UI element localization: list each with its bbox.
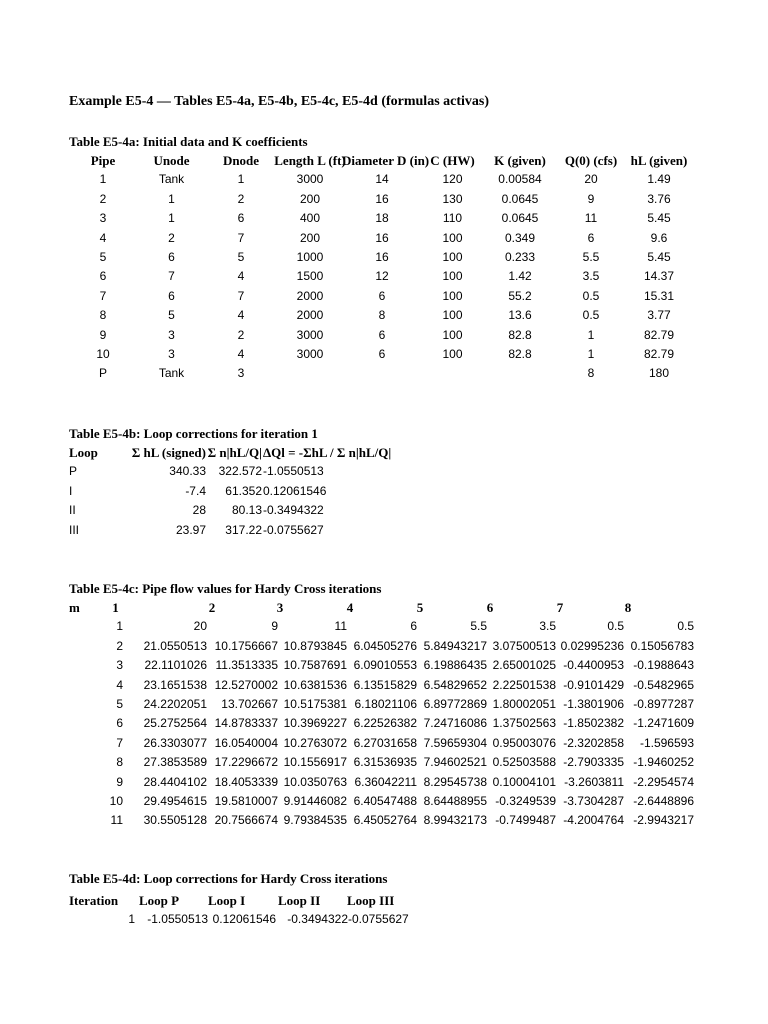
table-a-cell: 20 <box>584 172 598 187</box>
table-a-header-cell: C (HW) <box>430 153 475 168</box>
table-a-cell: 3 <box>168 327 175 342</box>
table-c-header-cell: 8 <box>624 600 632 615</box>
table-c-cell: 6.54829652 <box>423 677 487 692</box>
table-d-cell: 1 <box>128 912 135 927</box>
table-a-cell: 3000 <box>296 347 324 361</box>
table-c-cell: 17.2296672 <box>214 755 278 770</box>
table-a-header-cell: hL (given) <box>630 153 688 168</box>
table-c-cell: 10.2763072 <box>283 735 347 750</box>
table-d-header-cell: Loop P <box>139 893 180 908</box>
table-c-cell: 24.2202051 <box>143 697 207 711</box>
table-c-row <box>0 773 768 792</box>
table-d-cell: -1.0550513 <box>147 912 208 927</box>
table-c-cell: 10.5175381 <box>283 697 347 711</box>
table-a-cell: P <box>98 366 107 381</box>
table-a-header-cell: Q(0) (cfs) <box>564 153 618 168</box>
table-a-cell: 13.6 <box>508 308 532 323</box>
table-d-row <box>0 910 768 929</box>
table-d-cell: -0.3494322 <box>287 912 348 927</box>
table-c-cell: 0.52503588 <box>492 755 556 770</box>
table-a-cell <box>485 364 555 383</box>
table-c-cell: 7 <box>116 735 123 750</box>
table-c-row <box>0 714 768 733</box>
table-d-cell: -0.0755627 <box>348 912 409 927</box>
table-a-header-row <box>0 151 768 170</box>
table-b-cell: 23.97 <box>175 522 206 537</box>
table-a-cell: 2 <box>237 191 245 206</box>
table-a-cell: 8 <box>587 366 595 381</box>
table-a-cell <box>425 364 480 383</box>
table-b-cell: 61.352 <box>225 483 262 498</box>
table-b-row <box>0 482 768 501</box>
table-c-header-cell: 6 <box>486 600 494 615</box>
table-a-cell: 0.233 <box>504 250 536 264</box>
table-c-cell: -1.3801906 <box>563 697 624 711</box>
table-a-row <box>0 345 768 364</box>
table-a-cell: 3000 <box>296 172 324 187</box>
table-a-cell: 82.79 <box>643 347 675 361</box>
table-a-cell: 100 <box>442 269 463 284</box>
table-a-header-cell: Unode <box>153 153 190 168</box>
table-a-cell: 1 <box>587 347 595 361</box>
table-a-cell: 100 <box>442 250 463 264</box>
table-c-cell: 25.2752564 <box>143 716 207 731</box>
table-d-header-cell: Loop II <box>278 893 321 908</box>
table-c-cell: 20 <box>193 619 207 634</box>
table-a-cell: 100 <box>442 327 463 342</box>
table-c-cell: 6.45052764 <box>353 813 417 828</box>
table-c-cell: 7.24716086 <box>423 716 487 731</box>
table-a-cell: 55.2 <box>508 288 532 303</box>
table-a-cell: 1 <box>168 191 175 206</box>
table-b-cell: -1.0550513 <box>263 464 324 479</box>
table-a-row <box>0 364 768 383</box>
table-b-cell: P <box>69 464 78 479</box>
table-c-header-cell: 2 <box>208 600 216 615</box>
table-a-cell: 15.31 <box>643 288 675 303</box>
table-c-cell: 3 <box>116 658 123 673</box>
table-c-cell: 26.3303077 <box>143 735 207 750</box>
table-a-cell: 12 <box>375 269 389 284</box>
table-c-cell: 6.40547488 <box>353 794 417 808</box>
table-a-cell: 5.5 <box>582 250 600 264</box>
table-c-cell: -1.596593 <box>639 735 694 750</box>
table-d-header-row <box>0 891 768 910</box>
table-c-header-cell: 5 <box>416 600 424 615</box>
table-c-cell: 6.89772869 <box>423 697 487 711</box>
table-c-header-cell: 1 <box>112 600 119 615</box>
table-b-cell: -7.4 <box>185 483 206 498</box>
table-c-row <box>0 656 768 675</box>
table-c-cell: 10.8793845 <box>283 638 347 653</box>
table-a-cell: 6 <box>587 230 595 245</box>
table-c-cell: -1.9460252 <box>633 755 694 770</box>
table-b-header-cell: ΔQl = -ΣhL / Σ n|hL/Q| <box>263 445 392 460</box>
table-a-cell: 6 <box>378 347 386 361</box>
table-c-cell: 9 <box>116 774 123 789</box>
table-c-cell: 10.1756667 <box>214 638 278 653</box>
table-c-cell: 4 <box>116 677 123 692</box>
table-a-cell: 2 <box>99 191 107 206</box>
table-a-cell: 6 <box>237 211 245 226</box>
table-a-cell: 5 <box>237 250 245 264</box>
table-a-cell: 0.00584 <box>498 172 542 187</box>
table-a-cell: 400 <box>299 211 321 226</box>
table-c-cell: 9 <box>271 619 278 634</box>
table-a-row <box>0 267 768 286</box>
table-a-cell: 10 <box>96 347 110 361</box>
page-title: Example E5-4 — Tables E5-4a, E5-4b, E5-4c, E5-4d (formulas activas) <box>69 94 490 109</box>
table-c-cell: 6.27031658 <box>353 735 417 750</box>
table-a-cell: 3.76 <box>647 191 671 206</box>
table-c-cell: -2.3202858 <box>563 735 624 750</box>
table-b-cell: II <box>69 503 76 518</box>
table-a-cell: 2 <box>237 327 245 342</box>
table-c-cell: 2.65001025 <box>492 658 556 673</box>
table-a-cell: 6 <box>99 269 107 284</box>
table-a-cell <box>342 364 422 383</box>
table-a-cell: 7 <box>168 269 175 284</box>
table-c-cell: 10.0350763 <box>283 774 347 789</box>
table-a-cell: 4 <box>99 230 107 245</box>
table-a-cell: 3 <box>99 211 107 226</box>
table-d-header-cell: Loop I <box>208 893 246 908</box>
table-a-cell: 3 <box>237 366 245 381</box>
table-c-cell: 0.5 <box>677 619 694 634</box>
table-b-cell: 317.22 <box>225 522 262 537</box>
table-a-cell: 2000 <box>296 308 324 323</box>
table-a-cell: 7 <box>237 230 245 245</box>
table-c-cell: 6.36042211 <box>354 774 417 789</box>
table-c-cell: -0.7499487 <box>495 813 556 828</box>
table-a-cell: 1.49 <box>647 172 671 187</box>
table-c-cell: -0.3249539 <box>495 794 556 808</box>
table-a-cell: 16 <box>375 230 389 245</box>
table-a-cell: 1500 <box>296 269 324 284</box>
table-a-cell: 1 <box>99 172 107 187</box>
table-a-row <box>0 170 768 189</box>
table-a-cell: 130 <box>442 191 463 206</box>
table-a-cell: 4 <box>237 308 245 323</box>
table-c-cell: -0.8977287 <box>633 697 694 711</box>
table-a-cell: 5.45 <box>647 211 671 226</box>
table-c-cell: 23.1651538 <box>143 677 207 692</box>
table-a-cell: 3.77 <box>647 308 671 323</box>
table-a-cell: 11 <box>584 211 598 226</box>
table-a-cell: 1000 <box>296 250 324 264</box>
table-c-cell: 3.5 <box>539 619 556 634</box>
table-c-cell: 11 <box>110 813 123 828</box>
table-c-cell: 16.0540004 <box>214 735 278 750</box>
table-c-cell: 8.99432173 <box>423 813 487 828</box>
table-c-cell: -3.2603811 <box>564 774 624 789</box>
table-b-row <box>0 521 768 540</box>
table-c-cell: -2.2954574 <box>633 774 694 789</box>
table-a-cell: 14 <box>375 172 389 187</box>
table-c-cell: 0.95003076 <box>492 735 556 750</box>
table-c-row <box>0 617 768 636</box>
table-b-cell: I <box>69 483 73 498</box>
table-a-cell: 1 <box>168 211 175 226</box>
table-a-cell: 82.8 <box>508 327 532 342</box>
table-c-cell: 8.64488955 <box>423 794 487 808</box>
table-b-header-cell: Loop <box>69 445 98 460</box>
table-c-cell: 1.37502563 <box>492 716 556 731</box>
table-a-cell: 9 <box>99 327 107 342</box>
table-a-cell: 3000 <box>296 327 324 342</box>
table-a-header-cell: Dnode <box>222 153 260 168</box>
table-a-cell: 8 <box>378 308 386 323</box>
table-a-cell <box>270 364 350 383</box>
table-d-header-cell: Loop III <box>347 893 395 908</box>
table-a-cell: 180 <box>648 366 670 381</box>
table-a-cell: 16 <box>375 191 389 206</box>
table-a-cell: 0.5 <box>582 308 600 323</box>
table-c-cell: -0.1988643 <box>633 658 694 673</box>
table-c-cell: 1.80002051 <box>492 697 556 711</box>
table-b-cell: 340.33 <box>169 464 206 479</box>
table-c-cell: 11.3513335 <box>215 658 278 673</box>
table-c-cell: 22.1101026 <box>144 658 207 673</box>
table-a-cell: 7 <box>99 288 107 303</box>
table-c-row <box>0 676 768 695</box>
table-c-cell: 7.59659304 <box>423 735 487 750</box>
table-c-cell: 8.29545738 <box>423 774 487 789</box>
table-a-cell: 82.8 <box>508 347 532 361</box>
table-a-cell: 4 <box>237 347 245 361</box>
table-c-cell: 5.5 <box>470 619 487 634</box>
table-c-cell: 9.79384535 <box>283 813 347 828</box>
table-c-cell: 6.18021106 <box>354 697 417 711</box>
table-c-cell: 6.19886435 <box>423 658 487 673</box>
table-c-cell: -1.8502382 <box>563 716 624 731</box>
table-a-row <box>0 248 768 267</box>
table-a-header-cell: K (given) <box>494 153 546 168</box>
table-c-cell: 5 <box>116 697 123 711</box>
table-a-cell: 16 <box>375 250 389 264</box>
table-b-header-row <box>0 443 768 462</box>
table-a-cell: 100 <box>442 308 463 323</box>
table-c-row <box>0 753 768 772</box>
table-c-cell: 27.3853589 <box>143 755 207 770</box>
table-a-cell: 200 <box>299 191 321 206</box>
table-a-header-cell: Length L (ft) <box>274 153 346 168</box>
table-a-cell: 1.42 <box>508 269 532 284</box>
table-b-cell: 0.12061546 <box>263 483 327 498</box>
table-c-cell: -2.9943217 <box>633 813 694 828</box>
table-a-cell: 110 <box>442 211 463 226</box>
table-c-cell: 2.22501538 <box>492 677 556 692</box>
table-c-title: Table E5-4c: Pipe flow values for Hardy Cross iterations <box>69 581 382 596</box>
table-b-cell: III <box>69 522 80 537</box>
table-a-cell: 100 <box>442 347 463 361</box>
table-c-cell: 0.15056783 <box>630 638 694 653</box>
table-a-title: Table E5-4a: Initial data and K coefficients <box>69 134 308 149</box>
table-c-row <box>0 695 768 714</box>
table-a-cell: 3 <box>168 347 175 361</box>
table-a-cell: 5 <box>99 250 107 264</box>
table-c-cell: -4.2004764 <box>563 813 624 828</box>
table-c-cell: -0.5482965 <box>633 677 694 692</box>
table-c-row <box>0 811 768 830</box>
table-b-row <box>0 501 768 520</box>
table-a-cell: 0.349 <box>504 230 536 245</box>
table-c-header-cell: 7 <box>556 600 564 615</box>
table-a-header-cell: Diameter D (in) <box>342 153 430 168</box>
table-c-cell: 7.94602521 <box>423 755 487 770</box>
table-a-row <box>0 229 768 248</box>
table-a-cell: 9.6 <box>650 230 668 245</box>
table-b-row <box>0 462 768 481</box>
table-a-cell: 6 <box>168 288 175 303</box>
table-a-row <box>0 326 768 345</box>
table-c-cell: -0.9101429 <box>563 677 624 692</box>
table-a-cell: 3.5 <box>582 269 600 284</box>
table-c-cell: 10.7587691 <box>283 658 347 673</box>
table-c-cell: 1 <box>116 619 123 634</box>
table-a-row <box>0 287 768 306</box>
table-a-cell: 82.79 <box>643 327 675 342</box>
table-b-title: Table E5-4b: Loop corrections for iteration 1 <box>69 426 318 441</box>
table-a-cell: 5.45 <box>647 250 671 264</box>
table-c-cell: 6.13515829 <box>353 677 417 692</box>
table-a-cell: 6 <box>378 288 386 303</box>
table-c-cell: 6.22526382 <box>353 716 417 731</box>
table-a-cell: 1 <box>587 327 595 342</box>
table-c-cell: 28.4404102 <box>143 774 207 789</box>
table-a-cell: 2 <box>168 230 175 245</box>
table-c-cell: 21.0550513 <box>143 638 207 653</box>
table-c-header-cell: m <box>69 600 80 615</box>
table-c-cell: 10.1556917 <box>283 755 347 770</box>
table-c-cell: -2.7903335 <box>563 755 624 770</box>
table-c-cell: 0.02995236 <box>560 638 624 653</box>
table-a-cell: 6 <box>168 250 175 264</box>
table-c-cell: 19.5810007 <box>214 794 278 808</box>
table-c-cell: 11 <box>334 619 347 634</box>
table-b-cell: 322.572 <box>218 464 262 479</box>
table-c-cell: 2 <box>116 638 123 653</box>
table-b-header-cell: Σ hL (signed) <box>131 445 206 460</box>
table-c-cell: 8 <box>116 755 123 770</box>
table-d-cell: 0.12061546 <box>212 912 276 927</box>
table-c-cell: 10 <box>109 794 123 808</box>
table-b-header-cell: Σ n|hL/Q| <box>207 445 262 460</box>
table-a-cell: 1 <box>237 172 245 187</box>
table-a-row <box>0 190 768 209</box>
table-c-cell: 20.7566674 <box>214 813 278 828</box>
table-a-cell: 8 <box>99 308 107 323</box>
table-a-row <box>0 209 768 228</box>
table-c-header-row <box>0 598 768 617</box>
table-c-cell: 5.84943217 <box>423 638 487 653</box>
table-a-cell: 100 <box>442 288 463 303</box>
table-d-title: Table E5-4d: Loop corrections for Hardy Cross iterations <box>69 871 388 886</box>
table-c-cell: 10.6381536 <box>283 677 347 692</box>
table-a-cell: 4 <box>237 269 245 284</box>
table-c-cell: 0.5 <box>607 619 624 634</box>
table-a-cell: 6 <box>378 327 386 342</box>
table-a-row <box>0 306 768 325</box>
table-a-cell: 120 <box>442 172 463 187</box>
table-c-header-cell: 3 <box>276 600 284 615</box>
table-a-cell: 5 <box>168 308 175 323</box>
table-a-cell: Tank <box>158 366 185 381</box>
table-c-cell: -2.6448896 <box>633 794 694 808</box>
table-c-cell: -0.4400953 <box>563 658 624 673</box>
table-a-cell: 18 <box>375 211 389 226</box>
table-c-cell: 13.702667 <box>221 697 278 711</box>
table-a-cell: 2000 <box>296 288 324 303</box>
table-c-cell: 30.5505128 <box>143 813 207 828</box>
table-c-cell: 29.4954615 <box>143 794 207 808</box>
table-c-row <box>0 792 768 811</box>
table-a-header-cell: Pipe <box>90 153 116 168</box>
table-b-cell: 80.13 <box>231 503 262 518</box>
table-c-cell: 3.07500513 <box>492 638 556 653</box>
table-b-cell: 28 <box>192 503 206 518</box>
table-a-cell: 0.5 <box>582 288 600 303</box>
table-d-header-cell: Iteration <box>69 893 119 908</box>
table-c-cell: -1.2471609 <box>633 716 694 731</box>
table-c-cell: 9.91446082 <box>283 794 347 808</box>
table-b-cell: -0.3494322 <box>263 503 324 518</box>
table-c-cell: 18.4053339 <box>214 774 278 789</box>
table-a-cell: 7 <box>237 288 245 303</box>
table-a-cell: 100 <box>442 230 463 245</box>
table-c-cell: 6.04505276 <box>353 638 417 653</box>
table-c-cell: 6 <box>116 716 123 731</box>
table-c-row <box>0 734 768 753</box>
table-c-cell: 10.3969227 <box>283 716 347 731</box>
table-c-cell: -3.7304287 <box>563 794 624 808</box>
table-c-cell: 6.09010553 <box>353 658 417 673</box>
table-a-cell: 0.0645 <box>501 191 539 206</box>
table-c-cell: 6 <box>410 619 417 634</box>
table-a-cell: 9 <box>587 191 595 206</box>
table-a-cell: 200 <box>299 230 321 245</box>
table-c-cell: 14.8783337 <box>214 716 278 731</box>
table-c-cell: 6.31536935 <box>353 755 417 770</box>
table-a-cell: Tank <box>158 172 185 187</box>
table-a-cell: 14.37 <box>643 269 675 284</box>
table-c-cell: 12.5270002 <box>214 677 278 692</box>
table-c-cell: 0.10004101 <box>492 774 556 789</box>
table-c-header-cell: 4 <box>346 600 354 615</box>
table-c-row <box>0 637 768 656</box>
table-b-cell: -0.0755627 <box>263 522 324 537</box>
table-a-cell: 0.0645 <box>501 211 539 226</box>
